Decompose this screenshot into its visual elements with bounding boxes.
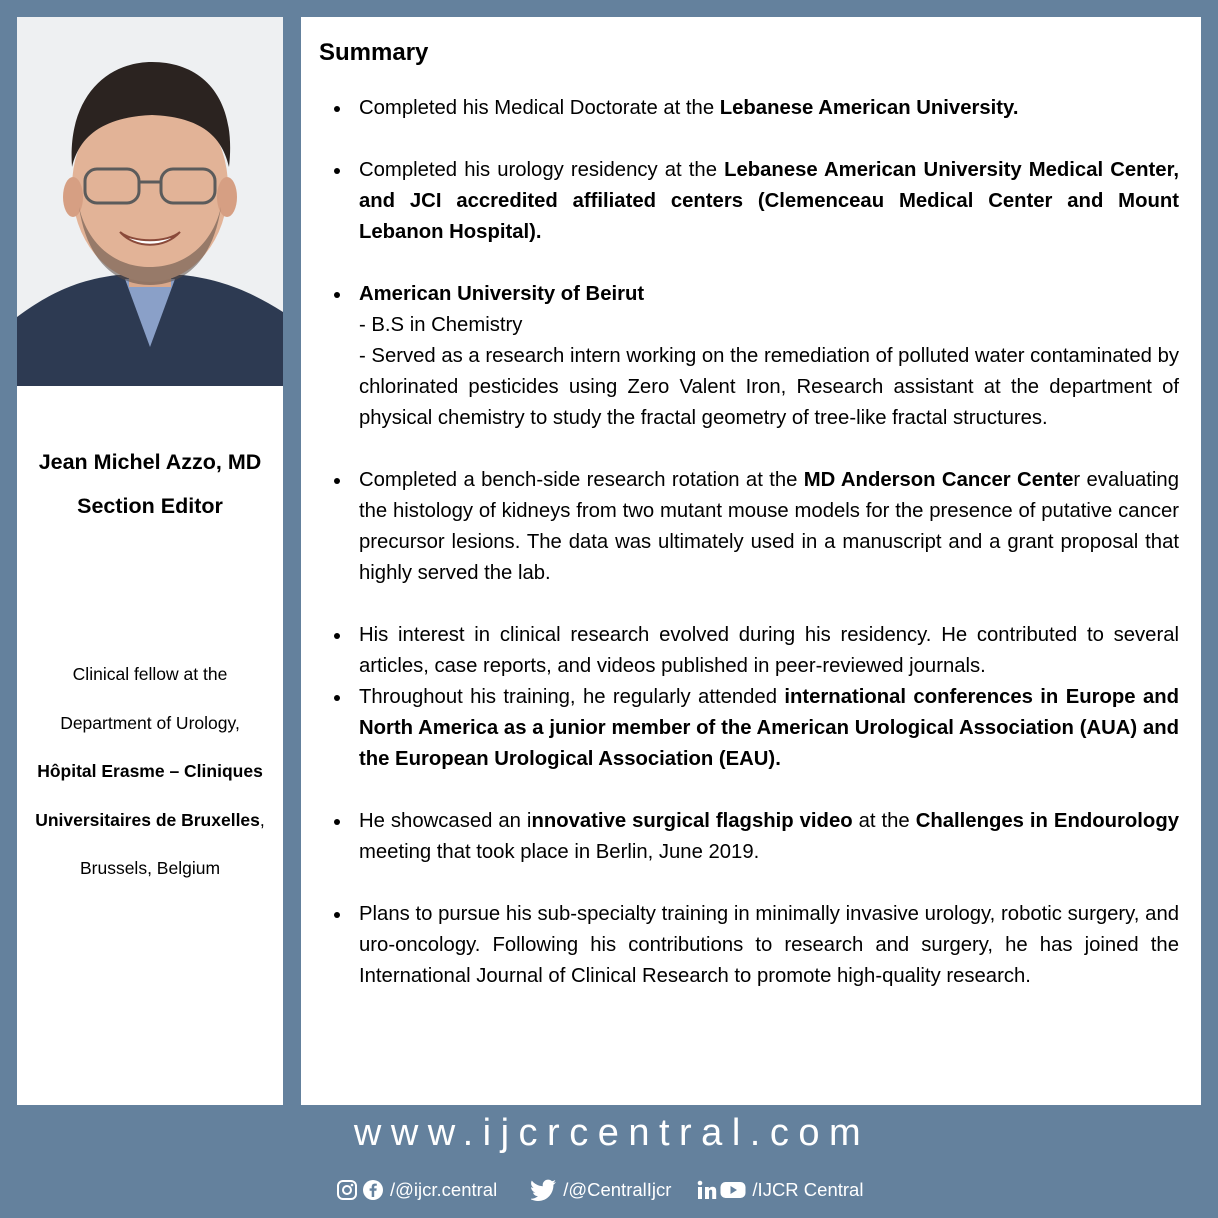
list-item: He showcased an innovative surgical flagship video at the Challenges in Endourology meeting that took place in Berlin, June 2019. <box>359 806 1179 868</box>
affiliation-line: Brussels, Belgium <box>79 858 221 878</box>
facebook-icon[interactable] <box>362 1179 384 1201</box>
social-handle[interactable]: /@ijcr.central <box>390 1179 498 1200</box>
list-item: Throughout his training, he regularly attended international conferences in Europe and North America as a junior member of the American Urological Association (AUA) and the European Urological Association (EAU). <box>359 682 1179 775</box>
profile-role: Section Editor <box>77 494 223 518</box>
affiliation-university: Universitaires de Bruxelles <box>35 809 260 830</box>
social-handle[interactable]: /IJCR Central <box>752 1179 864 1200</box>
summary-title: Summary <box>319 39 429 66</box>
affiliation-hospital: Hôpital Erasme – Cliniques <box>37 761 263 781</box>
linkedin-icon[interactable] <box>697 1180 717 1200</box>
list-item: American University of Beirut - B.S in Chemistry - Served as a research intern working on the remediation of polluted water contaminated by chlorinated pesticides using Zero Valent Iron, Research assistant at the department of physical chemistry to study the fractal geometry of tree-like fractal structures. <box>359 279 1179 434</box>
list-item: His interest in clinical research evolved during his residency. He contributed to several articles, case reports, and videos published in peer-reviewed journals. <box>359 620 1179 682</box>
social-handle[interactable]: /@CentralIjcr <box>563 1179 672 1200</box>
profile-photo <box>17 17 283 386</box>
list-item: Completed his Medical Doctorate at the Lebanese American University. <box>359 93 1179 124</box>
youtube-icon[interactable] <box>720 1180 746 1200</box>
summary-list <box>359 93 1179 1023</box>
affiliation-line: Clinical fellow at the <box>72 664 228 684</box>
profile-name: Jean Michel Azzo, MD <box>38 450 262 474</box>
website-link[interactable]: www.ijcrcentral.com <box>353 1112 871 1154</box>
profile-affiliation <box>17 650 283 893</box>
social-links <box>336 1176 863 1204</box>
list-item: Completed a bench-side research rotation at the MD Anderson Cancer Center evaluating the histology of kidneys from two mutant mouse models for the presence of putative cancer precursor lesions. The data was ultimately used in a manuscript and a grant proposal that highly served the lab. <box>359 465 1179 589</box>
twitter-icon[interactable] <box>531 1179 557 1201</box>
profile-panel <box>17 17 283 1105</box>
list-item: Plans to pursue his sub-specialty training in minimally invasive urology, robotic surgery, and uro-oncology. Following his contributions to research and surgery, he has joined the International Journal of Clinical Research to promote high-quality research. <box>359 899 1179 992</box>
summary-panel <box>301 17 1201 1105</box>
list-item: Completed his urology residency at the Lebanese American University Medical Center, and JCI accredited affiliated centers (Clemenceau Medical Center and Mount Lebanon Hospital). <box>359 155 1179 248</box>
affiliation-line: Universitaires de Bruxelles, <box>35 809 265 830</box>
instagram-icon[interactable] <box>336 1179 358 1201</box>
affiliation-line: Department of Urology, <box>60 712 240 733</box>
affiliation-line <box>17 747 283 796</box>
